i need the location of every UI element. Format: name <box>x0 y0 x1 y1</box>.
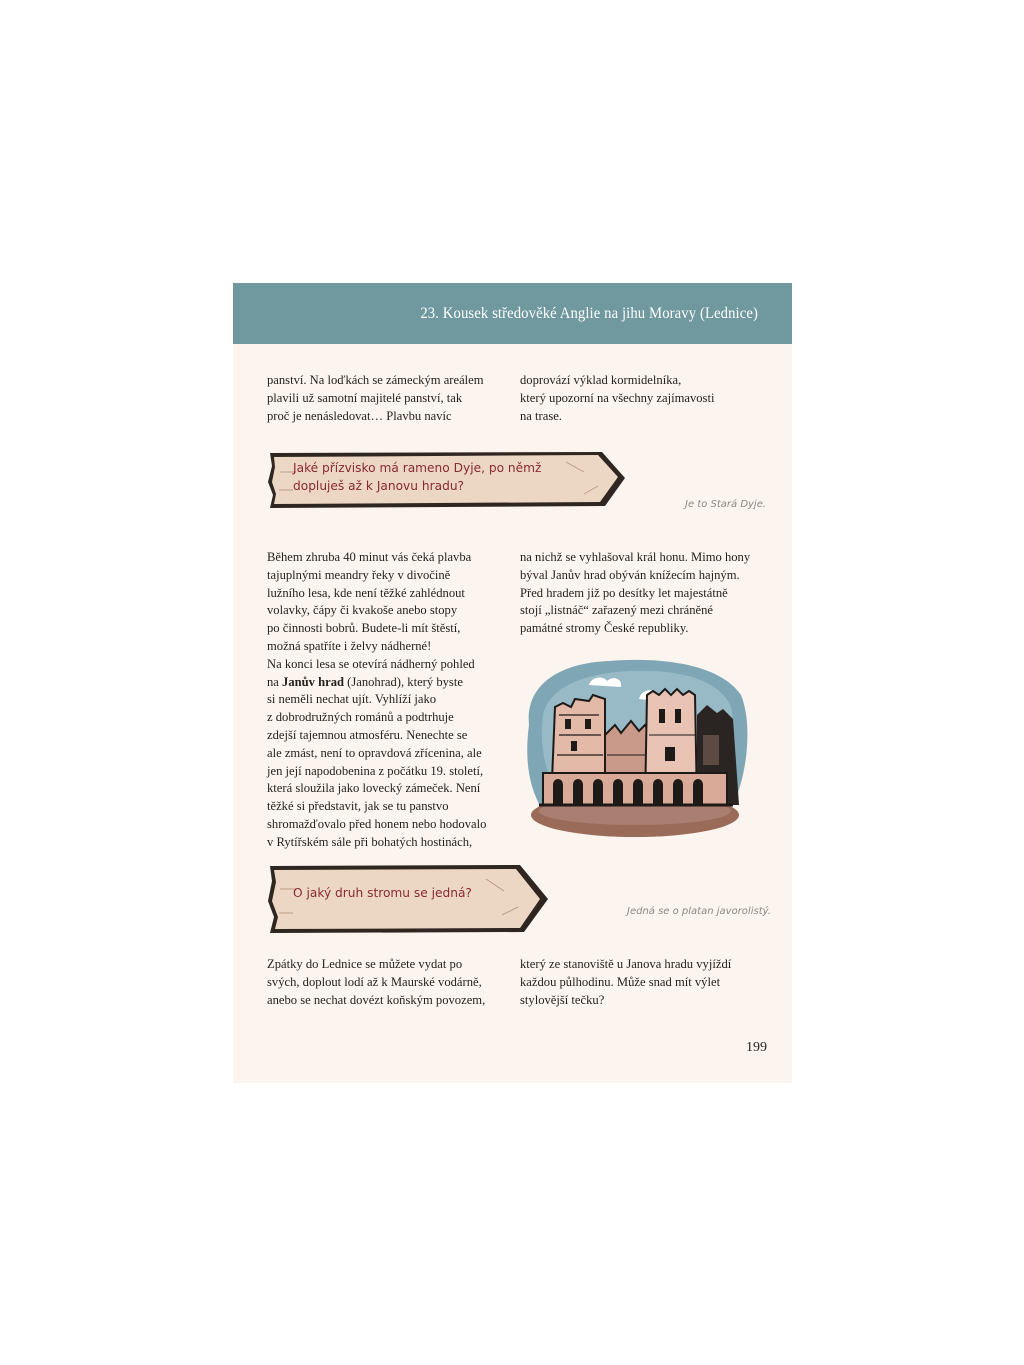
paragraph-intro-left: panství. Na loďkách se zámeckým areálem plavili už samotní majitelé panství, tak proč je nenásledovat… Plavbu navíc <box>267 373 484 423</box>
paragraph-return-right: který ze stanoviště u Janova hradu vyjíždí každou půlhodinu. Může snad mít výlet stylovější tečku? <box>520 957 732 1007</box>
chapter-title: 23. Kousek středověké Anglie na jihu Moravy (Lednice) <box>420 305 758 322</box>
paragraph-return-left: Zpátky do Lednice se můžete vydat po svých, doplout lodí až k Maurské vodárně, anebo se nechat dovézt koňským povozem, <box>267 957 486 1007</box>
paragraph-trip-left-part2: (Janohrad), který byste si neměli nechat ujít. Vyhlíží jako z dobrodružných románů a podtrhuje zdejší tajemnou atmosféru. Nenechte se ale zmást, není to opravdová zřícenina, ale jen její napodobenina z počátku 19. století, která sloužila jako lovecký zámeček. Není těžké si představit, jak se tu panstvo shromažďovalo před honem nebo hodovalo v Rytířském sále při bohatých hostinách, <box>267 674 487 849</box>
paragraph-trip-left-part1: Během zhruba 40 minut vás čeká plavba tajuplnými meandry řeky v divočině lužního lesa, kde není těžké zahlédnout volavky, čápy či kvakoše anebo stopy po činnosti bobrů. Budete-li mít štěstí, možná spatříte i želvy nádherné! Na konci lesa se otevírá nádherný pohled na <box>267 550 475 689</box>
paragraph-intro-right: doprovází výklad kormidelníka, který upozorní na všechny zajímavosti na trase. <box>520 373 715 423</box>
quiz-answer-2: Jedná se o platan javorolistý. <box>627 906 771 917</box>
chapter-header <box>233 283 792 344</box>
quiz-answer-1: Je to Stará Dyje. <box>685 499 767 510</box>
quiz-question-1: Jaké přízvisko má rameno Dyje, po němž dopluješ až k Janovu hradu? <box>293 461 542 493</box>
quiz-sign-2 <box>266 863 550 935</box>
paragraph-trip-right: na nichž se vyhlašoval král honu. Mimo hony býval Janův hrad obýván knížecím hajným. Před hradem již po desítky let majestátně stojí „listnáč“ zařazený mezi chráněné památné stromy České republiky. <box>520 550 751 636</box>
paragraph-trip-left <box>267 549 486 852</box>
quiz-sign-1 <box>266 450 628 510</box>
page-number: 199 <box>746 1040 767 1055</box>
castle-name: Janův hrad <box>282 674 344 689</box>
castle-illustration-icon <box>519 655 751 841</box>
book-page <box>233 283 792 1083</box>
castle-illustration <box>519 655 751 845</box>
quiz-question-2: O jaký druh stromu se jedná? <box>293 886 472 900</box>
